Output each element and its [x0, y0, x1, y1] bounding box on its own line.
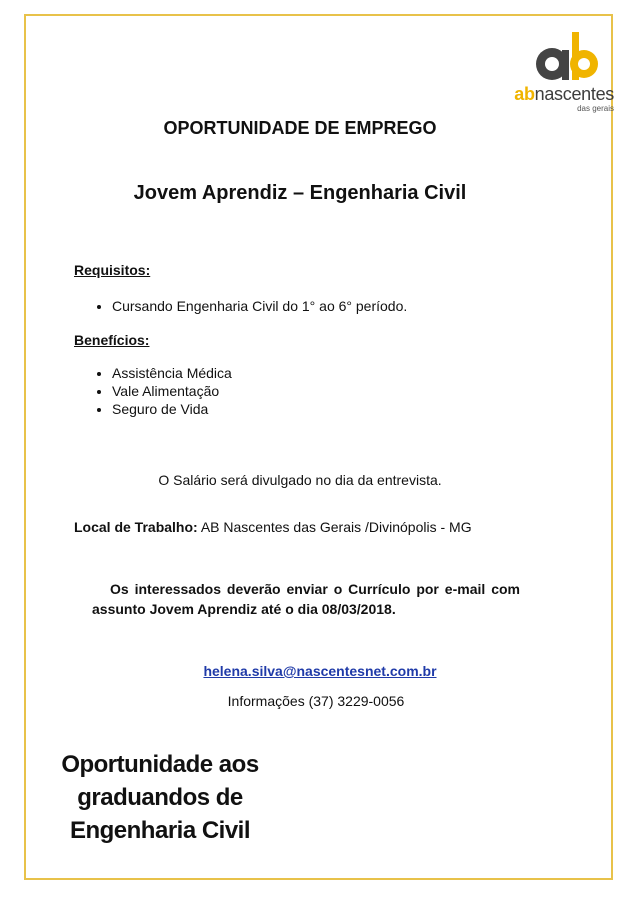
page-title: OPORTUNIDADE DE EMPREGO: [163, 118, 437, 138]
company-logo: [514, 28, 614, 120]
requisitos-list: [94, 297, 407, 315]
ab-logo-mark-icon: [528, 28, 600, 84]
highlight-line: Engenharia Civil: [69, 817, 251, 844]
list-item: • Vale Alimentação: [112, 382, 232, 400]
highlight-line: Oportunidade aos: [61, 751, 259, 778]
application-instructions: Os interessados deverão enviar o Currículo por e-mail com assunto Jovem Aprendiz até o dia 08/03/2018.: [92, 581, 520, 617]
work-location: [74, 519, 554, 535]
contact-email-link[interactable]: helena.silva@nascentesnet.com.br: [203, 663, 437, 679]
beneficios-heading: Benefícios:: [74, 332, 150, 348]
work-location-value: AB Nascentes das Gerais /Divinópolis - MG: [197, 519, 472, 535]
highlight-banner: [40, 748, 280, 847]
list-item: • Seguro de Vida: [112, 400, 232, 418]
job-title: Jovem Aprendiz – Engenharia Civil: [133, 182, 467, 204]
requisitos-heading: Requisitos:: [74, 262, 151, 278]
list-item: • Assistência Médica: [112, 364, 232, 382]
list-item: • Cursando Engenharia Civil do 1° ao 6° período.: [112, 297, 407, 315]
contact-phone: Informações (37) 3229-0056: [227, 693, 405, 709]
beneficios-list: [94, 364, 232, 418]
salary-note: O Salário será divulgado no dia da entrevista.: [158, 472, 442, 488]
highlight-line: graduandos de: [77, 784, 243, 811]
logo-wordmark: abnascentes: [514, 84, 614, 104]
logo-tagline: das gerais: [577, 104, 614, 113]
work-location-label: Local de Trabalho:: [74, 519, 198, 535]
